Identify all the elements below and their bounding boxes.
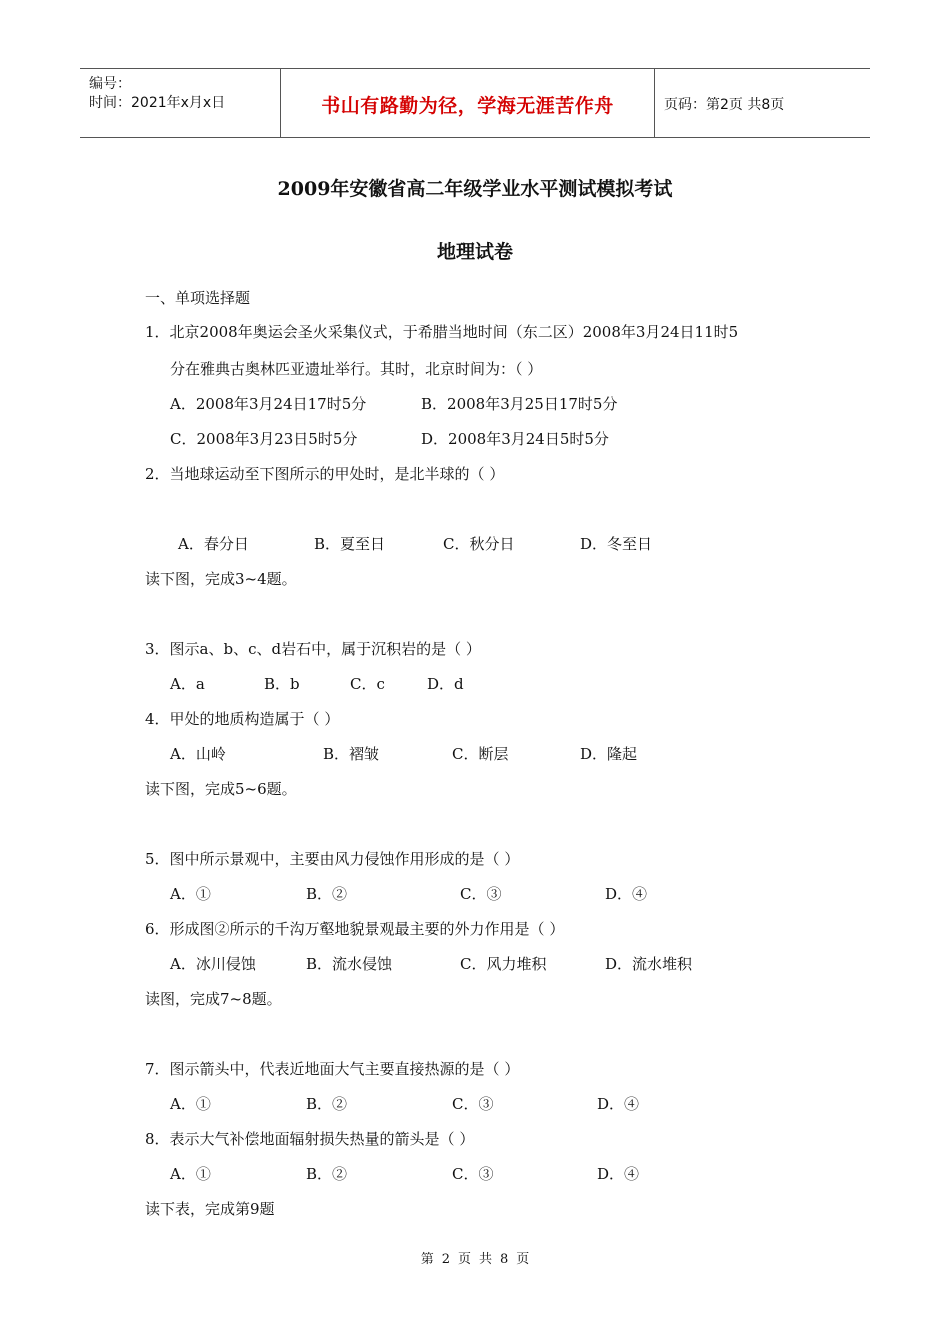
read-instruction-4: 读下表，完成第9题	[145, 1200, 275, 1218]
q4-option-d: D．隆起	[580, 745, 638, 763]
q2-option-d: D．冬至日	[580, 535, 653, 553]
section-heading: 一、单项选择题	[145, 289, 251, 307]
q6-stem: 6．形成图②所示的千沟万壑地貌景观最主要的外力作用是（ ）	[145, 920, 565, 938]
q1-option-c: C．2008年3月23日5时5分	[170, 430, 358, 448]
footer-gong: 共	[479, 1252, 493, 1267]
q5-option-c: C．③	[460, 885, 502, 903]
q6-option-d: D．流水堆积	[605, 955, 693, 973]
read-instruction-2: 读下图，完成5~6题。	[145, 780, 297, 798]
q1-option-a: A．2008年3月24日17时5分	[170, 395, 367, 413]
footer-ye2: 页	[516, 1252, 530, 1267]
q7-option-c: C．③	[452, 1095, 494, 1113]
q6-option-b: B．流水侵蚀	[306, 955, 393, 973]
page-title: 2009年安徽省高二年级学业水平测试模拟考试	[277, 178, 673, 200]
q2-option-c: C．秋分日	[443, 535, 515, 553]
header-info-cell	[80, 69, 280, 137]
time-label: 时间：2021年x月x日	[89, 95, 226, 111]
q3-option-c: C．c	[350, 675, 385, 693]
q3-option-b: B．b	[264, 675, 300, 693]
q8-stem: 8．表示大气补偿地面辐射损失热量的箭头是（ ）	[145, 1130, 475, 1148]
read-instruction-1: 读下图，完成3~4题。	[145, 570, 297, 588]
q2-stem: 2．当地球运动至下图所示的甲处时，是北半球的（ ）	[145, 465, 505, 483]
read-instruction-3: 读图，完成7~8题。	[145, 990, 282, 1008]
q2-option-a: A．春分日	[178, 535, 249, 553]
q1-stem-line1: 1．北京2008年奥运会圣火采集仪式，于希腊当地时间（东二区）2008年3月24日11时5	[145, 323, 739, 341]
q7-stem: 7．图示箭头中，代表近地面大气主要直接热源的是（ ）	[145, 1060, 520, 1078]
q2-option-b: B．夏至日	[314, 535, 386, 553]
footer-page-number: 2	[441, 1252, 450, 1267]
q6-option-c: C．风力堆积	[460, 955, 547, 973]
page-footer	[0, 1248, 950, 1267]
q7-option-b: B．②	[306, 1095, 348, 1113]
header-motto-cell	[280, 69, 655, 137]
q8-option-a: A．①	[170, 1165, 211, 1183]
q6-option-a: A．冰川侵蚀	[170, 955, 256, 973]
q8-option-c: C．③	[452, 1165, 494, 1183]
q5-option-d: D．④	[605, 885, 648, 903]
q3-option-d: D．d	[427, 675, 464, 693]
header-page-cell	[654, 69, 870, 137]
q1-option-d: D．2008年3月24日5时5分	[421, 430, 609, 448]
q5-stem: 5．图中所示景观中，主要由风力侵蚀作用形成的是（ ）	[145, 850, 520, 868]
code-label: 编号：	[89, 76, 131, 92]
header-table	[80, 68, 870, 138]
q1-option-b: B．2008年3月25日17时5分	[421, 395, 618, 413]
q8-option-d: D．④	[597, 1165, 640, 1183]
motto: 书山有路勤为径，学海无涯苦作舟	[321, 95, 614, 117]
page-info: 页码：第2页 共8页	[664, 97, 785, 113]
footer-ye: 页	[457, 1252, 471, 1267]
q3-stem: 3．图示a、b、c、d岩石中，属于沉积岩的是（ ）	[145, 640, 481, 658]
q3-option-a: A．a	[170, 675, 205, 693]
q7-option-d: D．④	[597, 1095, 640, 1113]
footer-total-pages: 8	[500, 1252, 509, 1267]
q7-option-a: A．①	[170, 1095, 211, 1113]
page-subtitle: 地理试卷	[436, 241, 513, 263]
q5-option-a: A．①	[170, 885, 211, 903]
footer-di: 第	[420, 1252, 434, 1267]
q4-option-c: C．断层	[452, 745, 509, 763]
q8-option-b: B．②	[306, 1165, 348, 1183]
q1-stem-line2: 分在雅典古奥林匹亚遗址举行。其时，北京时间为：（ ）	[170, 360, 543, 378]
q5-option-b: B．②	[306, 885, 348, 903]
q4-option-a: A．山岭	[170, 745, 226, 763]
q4-option-b: B．褶皱	[323, 745, 380, 763]
q4-stem: 4．甲处的地质构造属于（ ）	[145, 710, 340, 728]
